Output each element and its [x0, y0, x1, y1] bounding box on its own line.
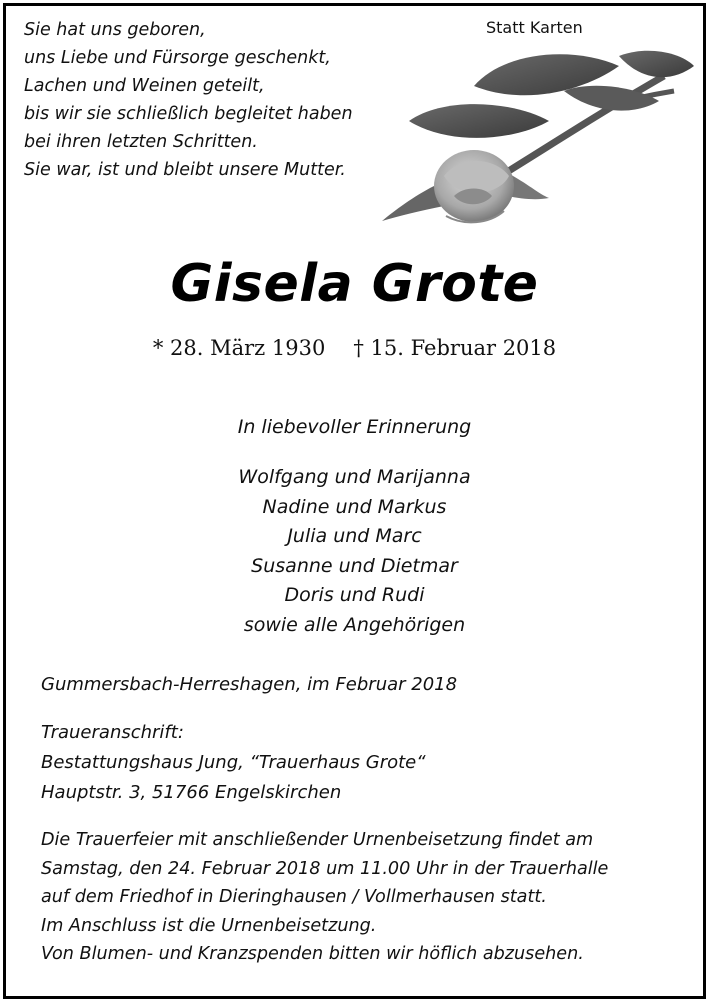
ceremony-line: auf dem Friedhof in Dieringhausen / Vollmerhausen statt. [41, 887, 547, 907]
address-line: Hauptstr. 3, 51766 Engelskirchen [41, 782, 342, 803]
mourning-address [41, 718, 426, 808]
mourner-name: Susanne und Dietmar [251, 554, 458, 577]
death-date: † 15. Februar 2018 [353, 336, 557, 360]
poem [24, 16, 353, 184]
place-date: Gummersbach-Herreshagen, im Februar 2018 [41, 674, 458, 695]
poem-line: Sie war, ist und bleibt unsere Mutter. [24, 160, 346, 180]
ceremony-line: Von Blumen- und Kranzspenden bitten wir höflich abzusehen. [41, 944, 584, 964]
memory-intro: In liebevoller Erinnerung [237, 416, 472, 438]
ceremony-line: Im Anschluss ist die Urnenbeisetzung. [41, 915, 377, 936]
poem-line: Lachen und Weinen geteilt, [24, 76, 265, 96]
obituary-frame [3, 3, 706, 999]
mourner-name: Doris und Rudi [284, 584, 425, 606]
poem-line: bis wir sie schließlich begleitet haben [24, 104, 353, 124]
birth-date: * 28. März 1930 [152, 336, 326, 360]
deceased-name: Gisela Grote [170, 254, 539, 314]
poem-line: uns Liebe und Fürsorge geschenkt, [24, 48, 331, 68]
rose-image [374, 46, 694, 246]
life-dates [6, 336, 703, 360]
poem-line: Sie hat uns geboren, [24, 20, 206, 40]
poem-line: bei ihren letzten Schritten. [24, 132, 258, 152]
mourner-name: Julia und Marc [287, 525, 422, 547]
mourner-name: sowie alle Angehörigen [243, 613, 466, 636]
ceremony-line: Die Trauerfeier mit anschließender Urnenbeisetzung findet am [41, 830, 594, 850]
mourner-name: Nadine und Markus [262, 495, 447, 518]
mourner-name: Wolfgang und Marijanna [238, 466, 471, 488]
statt-karten-label: Statt Karten [486, 18, 583, 37]
address-line: Bestattungshaus Jung, “Trauerhaus Grote“ [41, 752, 426, 773]
mourners-list [6, 463, 703, 640]
ceremony-line: Samstag, den 24. Februar 2018 um 11.00 Uhr in der Trauerhalle [41, 858, 609, 879]
ceremony-notice [41, 826, 608, 969]
address-label: Traueranschrift: [41, 722, 184, 743]
